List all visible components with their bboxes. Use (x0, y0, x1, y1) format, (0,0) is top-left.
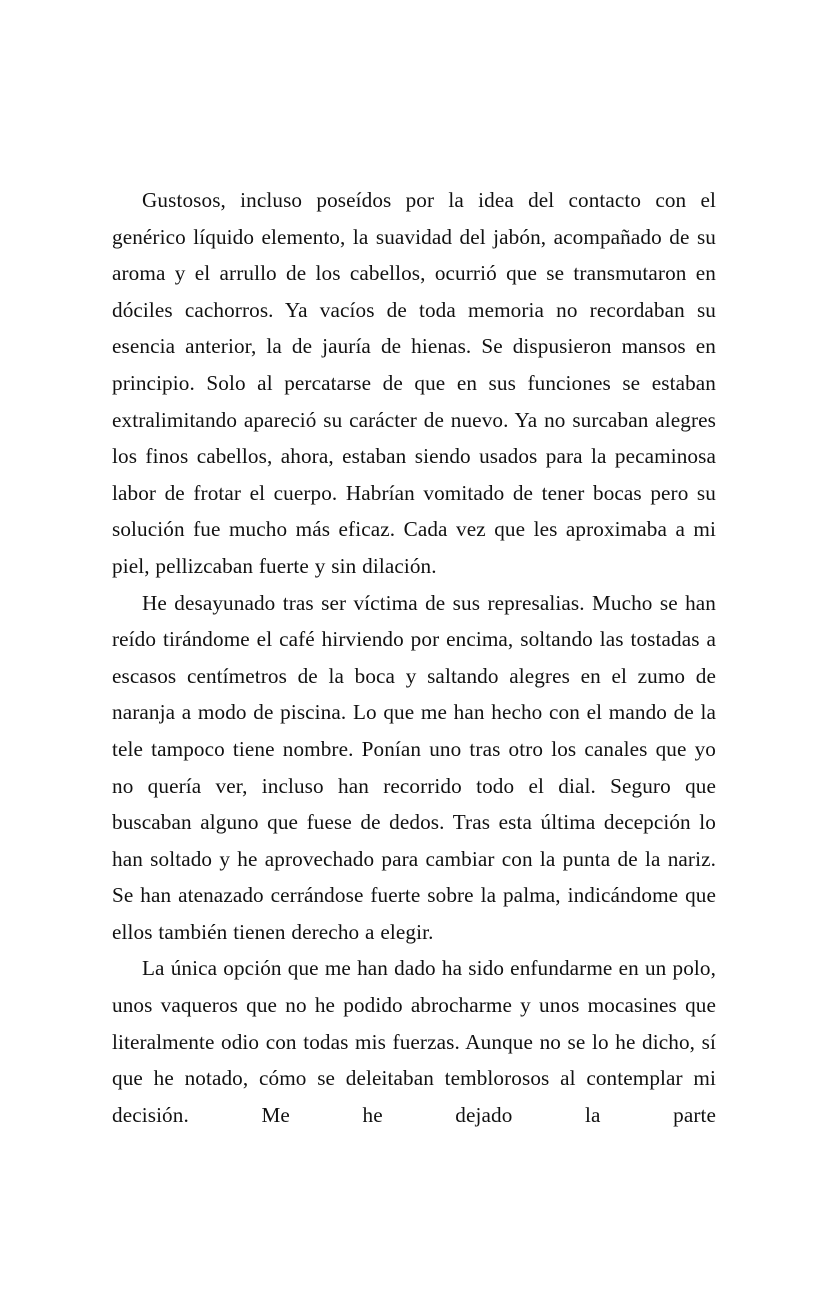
body-paragraph-2: He desayunado tras ser víctima de sus represalias. Mucho se han reído tirándome el café hirviendo por encima, soltando las tostadas a escasos centímetros de la boca y saltando alegres en el zumo de naranja a modo de piscina. Lo que me han hecho con el mando de la tele tampoco tiene nombre. Ponían uno tras otro los canales que yo no quería ver, incluso han recorrido todo el dial. Seguro que buscaban alguno que fuese de dedos. Tras esta última decepción lo han soltado y he aprovechado para cambiar con la punta de la nariz. Se han atenazado cerrándose fuerte sobre la palma, indicándome que ellos también tienen derecho a elegir. (112, 590, 716, 944)
body-paragraph-3: La única opción que me han dado ha sido enfundarme en un polo, unos vaqueros que no he podido abrocharme y unos mocasines que literalmente odio con todas mis fuerzas. Aunque no se lo he dicho, sí que he notado, cómo se deleitaban temblorosos al contemplar mi decisión. Me he dejado la parte (112, 956, 716, 1127)
page-text-block (112, 182, 716, 1133)
body-paragraph-1: Gustosos, incluso poseídos por la idea del contacto con el genérico líquido elemento, la suavidad del jabón, acompañado de su aroma y el arrullo de los cabellos, ocurrió que se transmutaron en dóciles cachorros. Ya vacíos de toda memoria no recordaban su esencia anterior, la de jauría de hienas. Se dispusieron mansos en principio. Solo al percatarse de que en sus funciones se estaban extralimitando apareció su carácter de nuevo. Ya no surcaban alegres los finos cabellos, ahora, estaban siendo usados para la pecaminosa labor de frotar el cuerpo. Habrían vomitado de tener bocas pero su solución fue mucho más eficaz. Cada vez que les aproximaba a mi piel, pellizcaban fuerte y sin dilación. (112, 188, 716, 578)
